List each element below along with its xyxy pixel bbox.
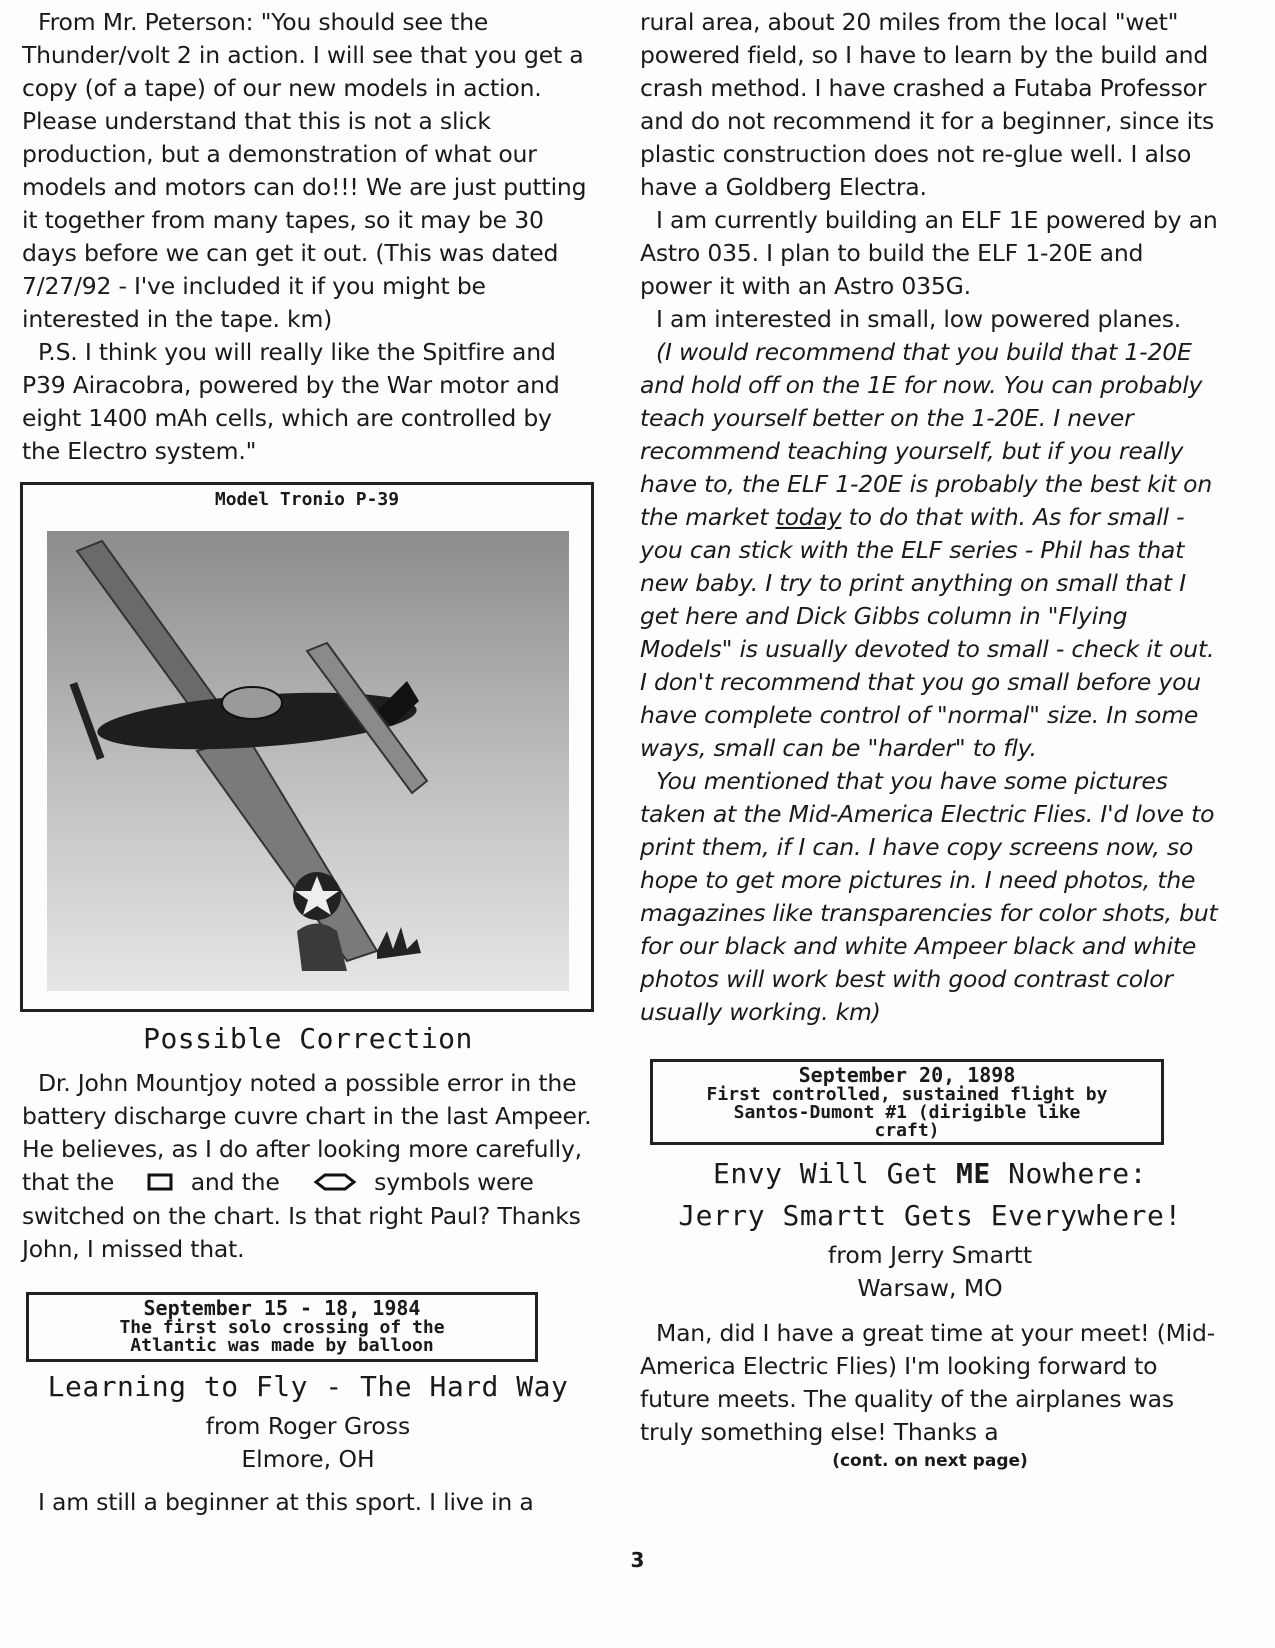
p39-airplane-image	[47, 531, 569, 991]
correction-text-1: Dr. John Mountjoy noted a possible error in the battery discharge cuvre chart in the last Ampeer. He believes, as I do after looking more carefully, that the	[22, 1069, 592, 1196]
photo-frame	[20, 482, 594, 1012]
learning-paragraph: I am still a beginner at this sport. I live in a	[38, 1488, 534, 1516]
intro-paragraph: From Mr. Peterson: "You should see the Thunder/volt 2 in action. I will see that you get a copy (of a tape) of our new models in action. Please understand that this is not a slick production, but a demonstration of what our models and motors can do!!! We are just putting it together from many tapes, so it may be 30 days before we can get it out. (This was dated 7/27/92 - I've included it if you might be interested in the tape. km)	[22, 8, 587, 333]
airplane-photo	[47, 531, 569, 991]
photo-caption: Model Tronio P-39	[214, 489, 400, 510]
learning-location: Elmore, OH	[241, 1445, 375, 1473]
reply-today: today	[775, 503, 842, 531]
history-line-1: First controlled, sustained flight by	[706, 1084, 1108, 1105]
right-column	[640, 6, 1220, 1471]
reply-text-a: (I would recommend that you build that 1-20E and hold off on the 1E for now. You can probably teach yourself better on the 1-20E. I never recommend teaching yourself, but if you really have to, the ELF 1-20E is probably the best kit on the market	[640, 338, 1213, 531]
learning-byline: from Roger Gross	[205, 1412, 411, 1440]
correction-text-and: and the	[190, 1168, 280, 1196]
learning-title: Learning to Fly - The Hard Way	[47, 1370, 569, 1403]
editor-reply-paragraph	[640, 336, 1220, 765]
interested-paragraph: I am interested in small, low powered planes.	[656, 305, 1182, 333]
envy-paragraph: Man, did I have a great time at your meet! (Mid-America Electric Flies) I'm looking forward to future meets. The quality of the airplanes was truly something else! Thanks a	[640, 1319, 1215, 1446]
reply-text-b: to do that with. As for small - you can stick with the ELF series - Phil has that new baby. I try to print anything on small that I get here and Dick Gibbs column in "Flying Models" is usually devoted to small - check it out. I don't recommend that you go small before you have complete control of "normal" size. In some ways, small can be "harder" to fly.	[640, 503, 1215, 762]
square-symbol-icon	[131, 1167, 173, 1200]
history-line-2: Atlantic was made by balloon	[130, 1335, 434, 1356]
history-box-1898	[650, 1059, 1164, 1145]
envy-title-a: Envy Will Get	[713, 1157, 939, 1190]
ps-paragraph: P.S. I think you will really like the Spitfire and P39 Airacobra, powered by the War motor and eight 1400 mAh cells, which are controlled by the Electro system."	[22, 338, 560, 465]
envy-location: Warsaw, MO	[857, 1274, 1003, 1302]
envy-title-me: ME	[956, 1157, 991, 1190]
envy-title-b: Nowhere:	[1008, 1157, 1147, 1190]
left-column	[22, 6, 594, 1519]
continued-note: (cont. on next page)	[832, 1451, 1028, 1471]
envy-byline: from Jerry Smartt	[827, 1241, 1033, 1269]
correction-paragraph	[22, 1067, 594, 1266]
history-line-3: craft)	[874, 1120, 940, 1141]
envy-subtitle: Jerry Smartt Gets Everywhere!	[678, 1199, 1182, 1232]
correction-text-symbols: symbols	[374, 1168, 470, 1196]
correction-title: Possible Correction	[143, 1022, 473, 1055]
diamond-symbol-icon	[297, 1167, 357, 1200]
history-date-1898: September 20, 1898	[798, 1063, 1016, 1087]
envy-title	[640, 1155, 1220, 1193]
history-line-2: Santos-Dumont #1 (dirigible like	[733, 1102, 1081, 1123]
history-date-1984: September 15 - 18, 1984	[143, 1296, 421, 1320]
editor-reply-pictures: You mentioned that you have some pictures taken at the Mid-America Electric Flies. I'd love to print them, if I can. I have copy screens now, so hope to get more pictures in. I need photos, the magazines like transparencies for color shots, but for our black and white Ampeer black and white photos will work best with good contrast color usually working. km)	[640, 767, 1218, 1026]
history-box-1984	[26, 1292, 538, 1362]
page-number: 3	[630, 1548, 645, 1572]
history-line-1: The first solo crossing of the	[119, 1317, 445, 1338]
correction-text-2: were switched on the chart. Is that right Paul? Thanks John, I missed that.	[22, 1168, 581, 1263]
building-paragraph: I am currently building an ELF 1E powered by an Astro 035. I plan to build the ELF 1-20E and power it with an Astro 035G.	[640, 206, 1218, 300]
roger-paragraph-cont: rural area, about 20 miles from the local "wet" powered field, so I have to learn by the build and crash method. I have crashed a Futaba Professor and do not recommend it for a beginner, since its plastic construction does not re-glue well. I also have a Goldberg Electra.	[640, 8, 1215, 201]
